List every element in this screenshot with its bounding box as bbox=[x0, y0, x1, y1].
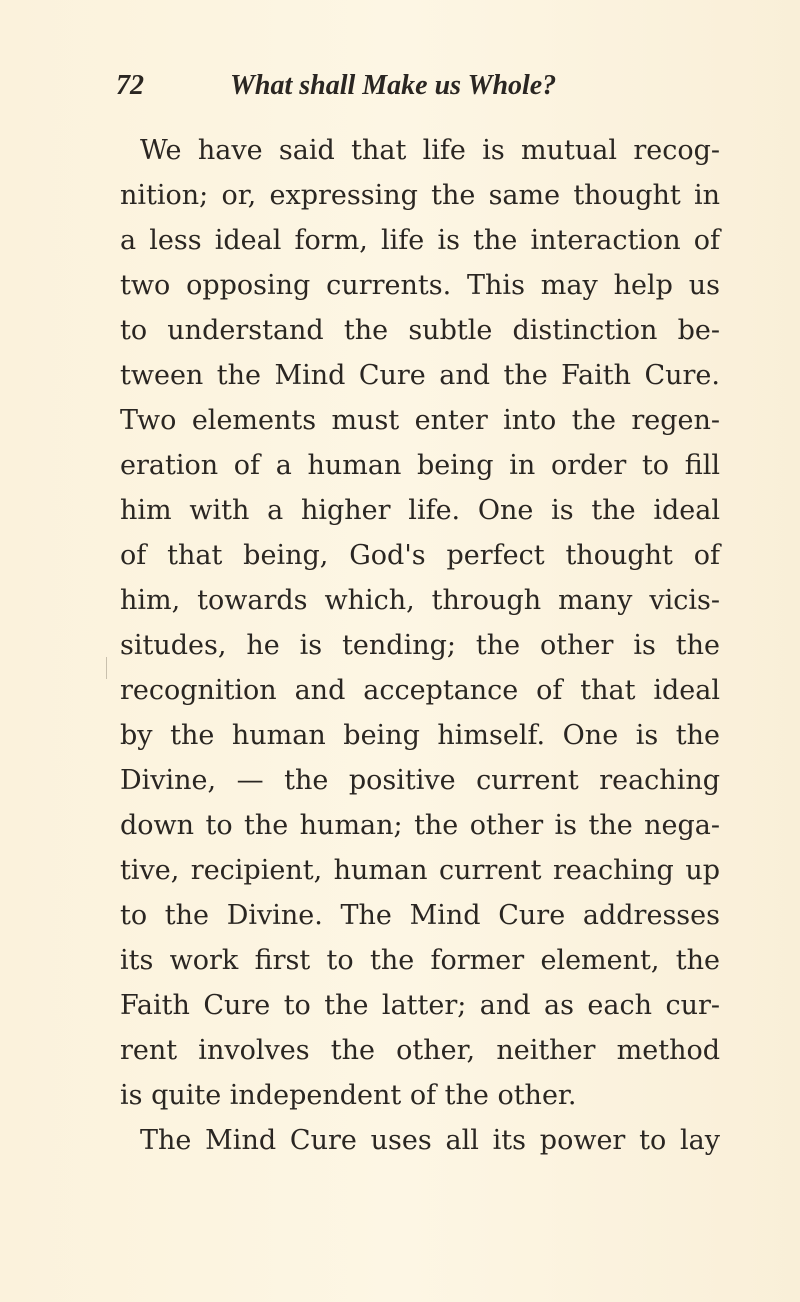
text-line: situdes, he is tending; the other is the bbox=[120, 630, 720, 661]
text-line: rent involves the other, neither method bbox=[120, 1035, 720, 1066]
text-line: a less ideal form, life is the interaction of bbox=[120, 225, 720, 256]
text-line: by the human being himself. One is the bbox=[120, 720, 720, 751]
text-line: down to the human; the other is the nega- bbox=[120, 810, 720, 841]
running-title: What shall Make us Whole? bbox=[230, 70, 557, 101]
text-line: tive, recipient, human current reaching up bbox=[120, 855, 720, 886]
text-line: recognition and acceptance of that ideal bbox=[120, 675, 720, 706]
text-line: him, towards which, through many vicis- bbox=[120, 585, 720, 616]
page-header bbox=[116, 70, 716, 110]
text-line: tween the Mind Cure and the Faith Cure. bbox=[120, 360, 720, 391]
text-line: to the Divine. The Mind Cure addresses bbox=[120, 900, 720, 931]
page-number: 72 bbox=[116, 70, 144, 101]
text-line: is quite independent of the other. bbox=[120, 1080, 577, 1111]
text-line: him with a higher life. One is the ideal bbox=[120, 495, 720, 526]
text-line: two opposing currents. This may help us bbox=[120, 270, 720, 301]
text-line: eration of a human being in order to fill bbox=[120, 450, 720, 481]
text-line: of that being, God's perfect thought of bbox=[120, 540, 720, 571]
text-line: Two elements must enter into the regen- bbox=[120, 405, 720, 436]
text-line: Divine, — the positive current reaching bbox=[120, 765, 720, 796]
text-line: its work first to the former element, the bbox=[120, 945, 720, 976]
text-line: nition; or, expressing the same thought in bbox=[120, 180, 720, 211]
text-line: Faith Cure to the latter; and as each cur- bbox=[120, 990, 720, 1021]
text-line: to understand the subtle distinction be- bbox=[120, 315, 720, 346]
text-line: We have said that life is mutual recog- bbox=[140, 135, 720, 166]
text-line: The Mind Cure uses all its power to lay bbox=[140, 1125, 720, 1156]
body-text bbox=[120, 128, 720, 1163]
page-edge-mark bbox=[106, 657, 107, 679]
